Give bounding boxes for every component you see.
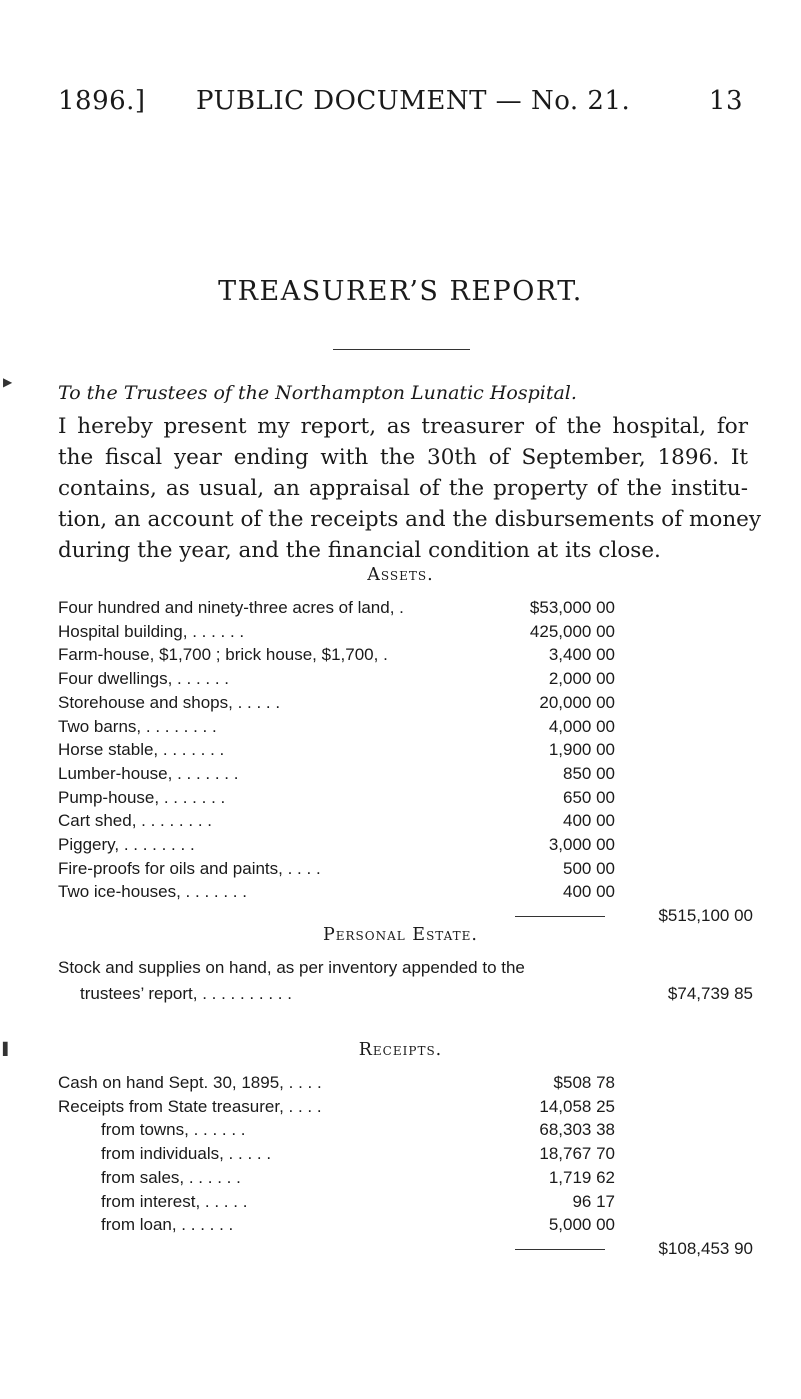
report-title: TREASURER’S REPORT. — [218, 276, 583, 307]
margin-mark: ▌ — [3, 1042, 13, 1056]
receipt-label: from loan, . . . . . . — [101, 1215, 234, 1235]
asset-label: Two ice-houses, . . . . . . . — [58, 882, 247, 902]
asset-amount: 1,900 00 — [548, 740, 615, 760]
intro-line: the fiscal year ending with the 30th of September, 1896. It — [58, 445, 748, 470]
asset-label: Four hundred and ninety-three acres of land, . — [58, 598, 404, 617]
asset-amount: 850 00 — [563, 763, 615, 783]
asset-amount: 3,400 00 — [548, 645, 615, 665]
receipt-row — [0, 1189, 801, 1215]
asset-amount: 425,000 00 — [529, 621, 615, 641]
asset-amount: 500 00 — [563, 858, 615, 878]
asset-row — [0, 714, 801, 740]
receipt-amount: 68,303 38 — [539, 1120, 615, 1140]
asset-row — [0, 832, 801, 858]
header-year: 1896.] — [58, 86, 146, 116]
asset-row — [0, 690, 801, 716]
intro-line: tion, an account of the receipts and the disbursements of money — [58, 507, 762, 532]
personal-estate-line — [0, 981, 801, 1007]
receipt-label: Cash on hand Sept. 30, 1895, . . . . — [58, 1073, 322, 1092]
personal-estate-line — [0, 955, 801, 981]
asset-row — [0, 856, 801, 882]
asset-row — [0, 761, 801, 787]
address-line: To the Trustees of the Northampton Lunatic Hospital. — [58, 382, 577, 404]
asset-row — [0, 595, 801, 621]
asset-amount: 20,000 00 — [539, 692, 615, 712]
receipt-row — [0, 1094, 801, 1120]
header-page-number: 13 — [708, 86, 743, 116]
asset-row — [0, 879, 801, 905]
personal-estate-text: trustees’ report, . . . . . . . . . . — [80, 984, 292, 1003]
personal-estate-text: Stock and supplies on hand, as per inventory appended to the — [58, 958, 525, 977]
total-rule — [515, 1249, 605, 1250]
receipt-row — [0, 1117, 801, 1143]
asset-label: Cart shed, . . . . . . . . — [58, 811, 212, 831]
assets-heading: Assets. — [367, 565, 434, 585]
asset-label: Piggery, . . . . . . . . — [58, 835, 195, 854]
asset-amount: 400 00 — [563, 811, 615, 831]
asset-amount: 2,000 00 — [548, 669, 615, 689]
intro-paragraph — [58, 411, 762, 566]
asset-amount: 650 00 — [563, 787, 615, 807]
asset-label: Four dwellings, . . . . . . — [58, 669, 230, 689]
receipt-label: from sales, . . . . . . — [101, 1167, 241, 1187]
title-divider — [333, 349, 470, 350]
asset-row — [0, 808, 801, 834]
receipt-row — [0, 1141, 801, 1167]
personal-estate-total: $74,739 85 — [667, 984, 753, 1003]
receipt-label: from towns, . . . . . . — [101, 1120, 246, 1140]
receipt-amount: 18,767 70 — [539, 1144, 615, 1164]
receipt-label: from individuals, . . . . . — [101, 1144, 272, 1164]
personal-estate-heading: Personal Estate. — [322, 925, 478, 945]
asset-label: Storehouse and shops, . . . . . — [58, 692, 281, 712]
asset-row — [0, 619, 801, 645]
asset-label: Horse stable, . . . . . . . — [58, 740, 225, 760]
asset-label: Lumber-house, . . . . . . . — [58, 763, 239, 783]
asset-amount: 3,000 00 — [548, 835, 615, 854]
asset-label: Hospital building, . . . . . . — [58, 621, 245, 641]
header-title: PUBLIC DOCUMENT — No. 21. — [196, 86, 631, 116]
asset-label: Farm-house, $1,700 ; brick house, $1,700, . — [58, 645, 388, 665]
receipt-label: Receipts from State treasurer, . . . . — [58, 1096, 322, 1116]
intro-line: during the year, and the financial condition at its close. — [58, 538, 661, 563]
asset-total: $515,100 00 — [658, 906, 753, 926]
margin-mark: ▶ — [3, 375, 13, 389]
asset-row — [0, 666, 801, 692]
asset-row — [0, 642, 801, 668]
asset-label: Two barns, . . . . . . . . — [58, 716, 217, 736]
receipt-total: $108,453 90 — [658, 1238, 753, 1258]
asset-row — [0, 737, 801, 763]
asset-label: Pump-house, . . . . . . . — [58, 787, 226, 807]
intro-line: contains, as usual, an appraisal of the property of the institu- — [58, 476, 748, 501]
total-rule — [515, 916, 605, 917]
receipt-amount: 96 17 — [572, 1191, 615, 1211]
receipt-amount: 5,000 00 — [548, 1215, 615, 1235]
receipt-total-row — [0, 1236, 801, 1262]
receipt-label: from interest, . . . . . — [101, 1191, 248, 1211]
receipt-amount: $508 78 — [553, 1073, 615, 1092]
intro-line: I hereby present my report, as treasurer of the hospital, for — [58, 414, 748, 439]
receipt-amount: 1,719 62 — [548, 1167, 615, 1187]
receipt-row — [0, 1212, 801, 1238]
receipts-heading: Receipts. — [358, 1040, 443, 1060]
asset-amount: $53,000 00 — [529, 598, 615, 617]
receipt-row — [0, 1165, 801, 1191]
asset-amount: 4,000 00 — [548, 716, 615, 736]
asset-row — [0, 785, 801, 811]
receipt-amount: 14,058 25 — [539, 1096, 615, 1116]
asset-amount: 400 00 — [563, 882, 615, 902]
asset-label: Fire-proofs for oils and paints, . . . . — [58, 858, 321, 878]
receipt-row — [0, 1070, 801, 1096]
